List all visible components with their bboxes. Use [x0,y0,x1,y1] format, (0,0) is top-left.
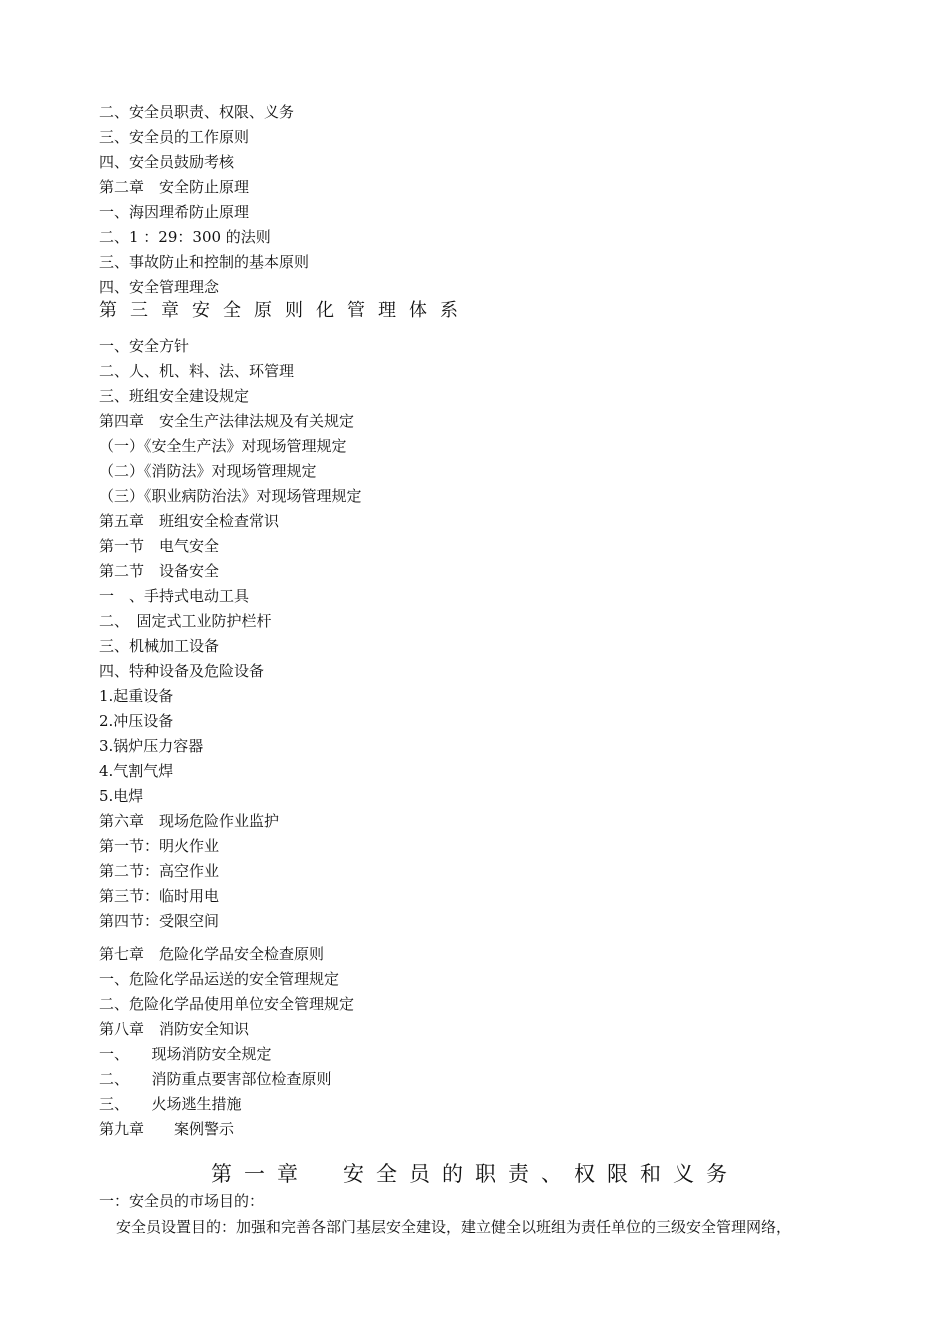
toc-item: 一、危险化学品运送的安全管理规定 [99,970,340,988]
toc-item: 四、安全管理理念 [99,278,220,296]
toc-item: 第一节：明火作业 [99,837,220,855]
toc-item: （二）《消防法》对现场管理规定 [99,462,317,480]
toc-item: （三）《职业病防治法》对现场管理规定 [99,487,362,505]
toc-item: 2.冲压设备 [99,712,174,730]
toc-chapter: 第六章 现场危险作业监护 [99,812,280,830]
toc-item: 三、机械加工设备 [99,637,220,655]
toc-chapter: 第七章 危险化学品安全检查原则 [99,945,325,963]
toc-item: 三、事故防止和控制的基本原则 [99,253,310,271]
toc-item: 三、 火场逃生措施 [99,1095,242,1113]
table-of-contents [99,100,879,1142]
toc-item: 四、特种设备及危险设备 [99,662,265,680]
body-paragraph: 安全员设置目的：加强和完善各部门基层安全建设，建立健全以班组为责任单位的三级安全管理网络， [116,1218,792,1236]
toc-item: 三、安全员的工作原则 [99,128,250,146]
toc-chapter: 第五章 班组安全检查常识 [99,512,280,530]
toc-item: 一、海因理希防止原理 [99,203,250,221]
toc-item: 第二节：高空作业 [99,862,220,880]
toc-item: 四、安全员鼓励考核 [99,153,235,171]
toc-item: 二、危险化学品使用单位安全管理规定 [99,995,355,1013]
section-heading: 一：安全员的市场目的： [99,1192,265,1210]
toc-item: 一、 现场消防安全规定 [99,1045,272,1063]
toc-chapter: 第二章 安全防止原理 [99,178,250,196]
toc-item: 二、人、机、料、法、环管理 [99,362,295,380]
toc-chapter: 第四章 安全生产法律法规及有关规定 [99,412,355,430]
toc-item: 第二节 设备安全 [99,562,220,580]
toc-item: 二、安全员职责、权限、义务 [99,103,295,121]
toc-item: 第三节：临时用电 [99,887,220,905]
toc-item: 三、班组安全建设规定 [99,387,250,405]
toc-item: 4.气割气焊 [99,762,174,780]
toc-item: 一 、手持式电动工具 [99,587,250,605]
toc-item: 二、1 ：29：300 的法则 [99,228,271,246]
toc-item: 5.电焊 [99,787,144,805]
toc-item: （一）《安全生产法》对现场管理规定 [99,437,347,455]
toc-item: 一、安全方针 [99,337,190,355]
toc-chapter: 第三章安全原则化管理体系 [99,300,471,321]
toc-item: 第一节 电气安全 [99,537,220,555]
toc-item: 二、 固定式工业防护栏杆 [99,612,272,630]
toc-item: 3.锅炉压力容器 [99,737,204,755]
toc-item: 二、 消防重点要害部位检查原则 [99,1070,332,1088]
toc-chapter: 第八章 消防安全知识 [99,1020,250,1038]
chapter-title: 第一章 安全员的职责、权限和义务 [211,1162,739,1186]
toc-item: 1.起重设备 [99,687,174,705]
toc-chapter: 第九章 案例警示 [99,1120,235,1138]
toc-item: 第四节：受限空间 [99,912,220,930]
